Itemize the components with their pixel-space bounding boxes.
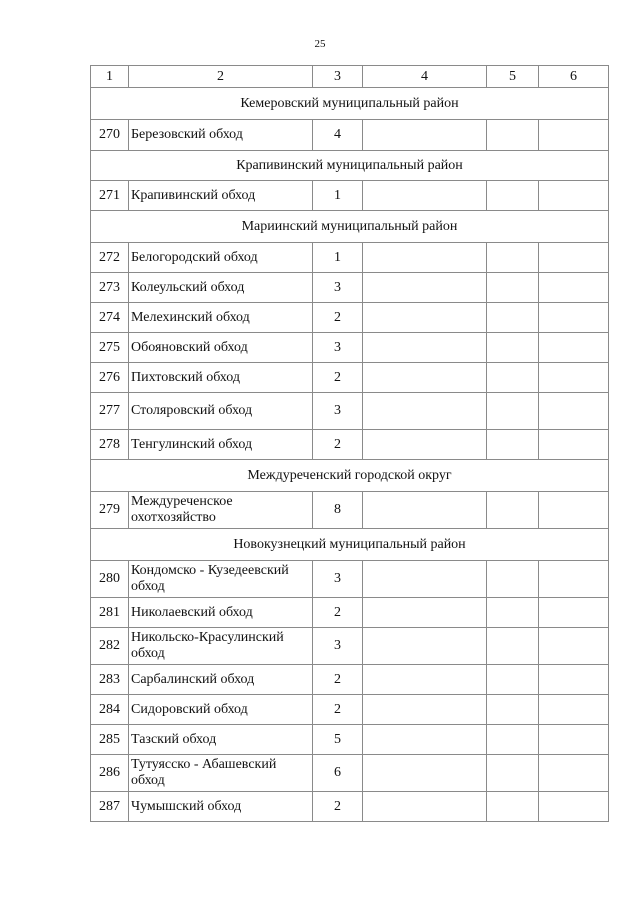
section-row	[91, 529, 609, 561]
row-name: Тенгулинский обход	[129, 430, 313, 460]
row-name: Колеульский обход	[129, 273, 313, 303]
table-row	[91, 303, 609, 333]
row-value: 2	[313, 598, 363, 628]
row-value: 3	[313, 561, 363, 598]
row-value: 2	[313, 363, 363, 393]
empty-cell	[539, 792, 609, 822]
empty-cell	[363, 333, 487, 363]
section-row	[91, 460, 609, 492]
empty-cell	[487, 492, 539, 529]
empty-cell	[539, 333, 609, 363]
empty-cell	[539, 243, 609, 273]
header-cell: 5	[487, 66, 539, 88]
empty-cell	[539, 755, 609, 792]
empty-cell	[363, 363, 487, 393]
table-row	[91, 792, 609, 822]
row-name: Тазский обход	[129, 725, 313, 755]
empty-cell	[487, 628, 539, 665]
row-number: 281	[91, 598, 129, 628]
row-name: Березовский обход	[129, 120, 313, 151]
empty-cell	[539, 695, 609, 725]
header-cell: 1	[91, 66, 129, 88]
row-number: 274	[91, 303, 129, 333]
row-name: Тутуясско - Абашевский обход	[129, 755, 313, 792]
empty-cell	[363, 243, 487, 273]
row-name: Мелехинский обход	[129, 303, 313, 333]
empty-cell	[487, 561, 539, 598]
table-row	[91, 665, 609, 695]
row-value: 3	[313, 273, 363, 303]
empty-cell	[363, 628, 487, 665]
row-value: 2	[313, 665, 363, 695]
empty-cell	[487, 243, 539, 273]
empty-cell	[363, 181, 487, 211]
section-row	[91, 88, 609, 120]
row-name: Кондомско - Кузедеевский обход	[129, 561, 313, 598]
table-row	[91, 561, 609, 598]
empty-cell	[487, 725, 539, 755]
row-number: 283	[91, 665, 129, 695]
empty-cell	[487, 755, 539, 792]
empty-cell	[487, 792, 539, 822]
table-row	[91, 430, 609, 460]
table-row	[91, 598, 609, 628]
empty-cell	[487, 120, 539, 151]
section-title: Мариинский муниципальный район	[91, 211, 609, 243]
table-row	[91, 393, 609, 430]
empty-cell	[539, 492, 609, 529]
section-row	[91, 211, 609, 243]
table-row	[91, 695, 609, 725]
row-value: 4	[313, 120, 363, 151]
empty-cell	[487, 665, 539, 695]
row-value: 3	[313, 628, 363, 665]
row-value: 2	[313, 792, 363, 822]
table-row	[91, 120, 609, 151]
row-number: 287	[91, 792, 129, 822]
table-row	[91, 363, 609, 393]
row-number: 279	[91, 492, 129, 529]
row-value: 2	[313, 695, 363, 725]
empty-cell	[539, 393, 609, 430]
empty-cell	[539, 430, 609, 460]
row-value: 3	[313, 333, 363, 363]
row-value: 1	[313, 243, 363, 273]
row-value: 1	[313, 181, 363, 211]
empty-cell	[487, 598, 539, 628]
empty-cell	[487, 393, 539, 430]
empty-cell	[363, 695, 487, 725]
row-value: 8	[313, 492, 363, 529]
row-number: 271	[91, 181, 129, 211]
empty-cell	[539, 181, 609, 211]
table-row	[91, 725, 609, 755]
empty-cell	[363, 273, 487, 303]
row-value: 6	[313, 755, 363, 792]
empty-cell	[363, 665, 487, 695]
row-number: 286	[91, 755, 129, 792]
empty-cell	[487, 695, 539, 725]
row-name: Никольско-Красулинский обход	[129, 628, 313, 665]
table-row	[91, 755, 609, 792]
empty-cell	[487, 181, 539, 211]
row-number: 282	[91, 628, 129, 665]
empty-cell	[539, 628, 609, 665]
empty-cell	[363, 120, 487, 151]
row-value: 5	[313, 725, 363, 755]
header-cell: 6	[539, 66, 609, 88]
empty-cell	[363, 430, 487, 460]
row-number: 284	[91, 695, 129, 725]
empty-cell	[487, 273, 539, 303]
empty-cell	[363, 792, 487, 822]
row-name: Сидоровский обход	[129, 695, 313, 725]
row-number: 280	[91, 561, 129, 598]
empty-cell	[363, 303, 487, 333]
row-number: 285	[91, 725, 129, 755]
empty-cell	[539, 561, 609, 598]
empty-cell	[487, 363, 539, 393]
row-number: 278	[91, 430, 129, 460]
section-title: Междуреченский городской округ	[91, 460, 609, 492]
table-row	[91, 181, 609, 211]
row-name: Чумышский обход	[129, 792, 313, 822]
row-number: 277	[91, 393, 129, 430]
empty-cell	[487, 430, 539, 460]
row-name: Николаевский обход	[129, 598, 313, 628]
page-number: 25	[314, 38, 326, 50]
table-row	[91, 628, 609, 665]
empty-cell	[363, 725, 487, 755]
header-cell: 2	[129, 66, 313, 88]
row-value: 3	[313, 393, 363, 430]
section-title: Крапивинский муниципальный район	[91, 151, 609, 181]
header-row	[91, 66, 609, 88]
table-row	[91, 243, 609, 273]
row-number: 275	[91, 333, 129, 363]
row-name: Сарбалинский обход	[129, 665, 313, 695]
table-row	[91, 492, 609, 529]
empty-cell	[363, 492, 487, 529]
row-name: Столяровский обход	[129, 393, 313, 430]
row-number: 273	[91, 273, 129, 303]
empty-cell	[363, 598, 487, 628]
empty-cell	[539, 598, 609, 628]
section-title: Новокузнецкий муниципальный район	[91, 529, 609, 561]
empty-cell	[539, 120, 609, 151]
row-name: Междуреченское охотхозяйство	[129, 492, 313, 529]
empty-cell	[363, 561, 487, 598]
section-row	[91, 151, 609, 181]
row-number: 272	[91, 243, 129, 273]
empty-cell	[363, 393, 487, 430]
row-name: Белогородский обход	[129, 243, 313, 273]
row-name: Пихтовский обход	[129, 363, 313, 393]
table-row	[91, 273, 609, 303]
row-name: Обояновский обход	[129, 333, 313, 363]
empty-cell	[363, 755, 487, 792]
empty-cell	[539, 363, 609, 393]
table-row	[91, 333, 609, 363]
header-cell: 4	[363, 66, 487, 88]
row-value: 2	[313, 303, 363, 333]
section-title: Кемеровский муниципальный район	[91, 88, 609, 120]
empty-cell	[539, 303, 609, 333]
row-number: 270	[91, 120, 129, 151]
empty-cell	[487, 303, 539, 333]
row-number: 276	[91, 363, 129, 393]
empty-cell	[539, 725, 609, 755]
empty-cell	[487, 333, 539, 363]
row-name: Крапивинский обход	[129, 181, 313, 211]
empty-cell	[539, 273, 609, 303]
document-table	[90, 65, 609, 822]
row-value: 2	[313, 430, 363, 460]
empty-cell	[539, 665, 609, 695]
header-cell: 3	[313, 66, 363, 88]
